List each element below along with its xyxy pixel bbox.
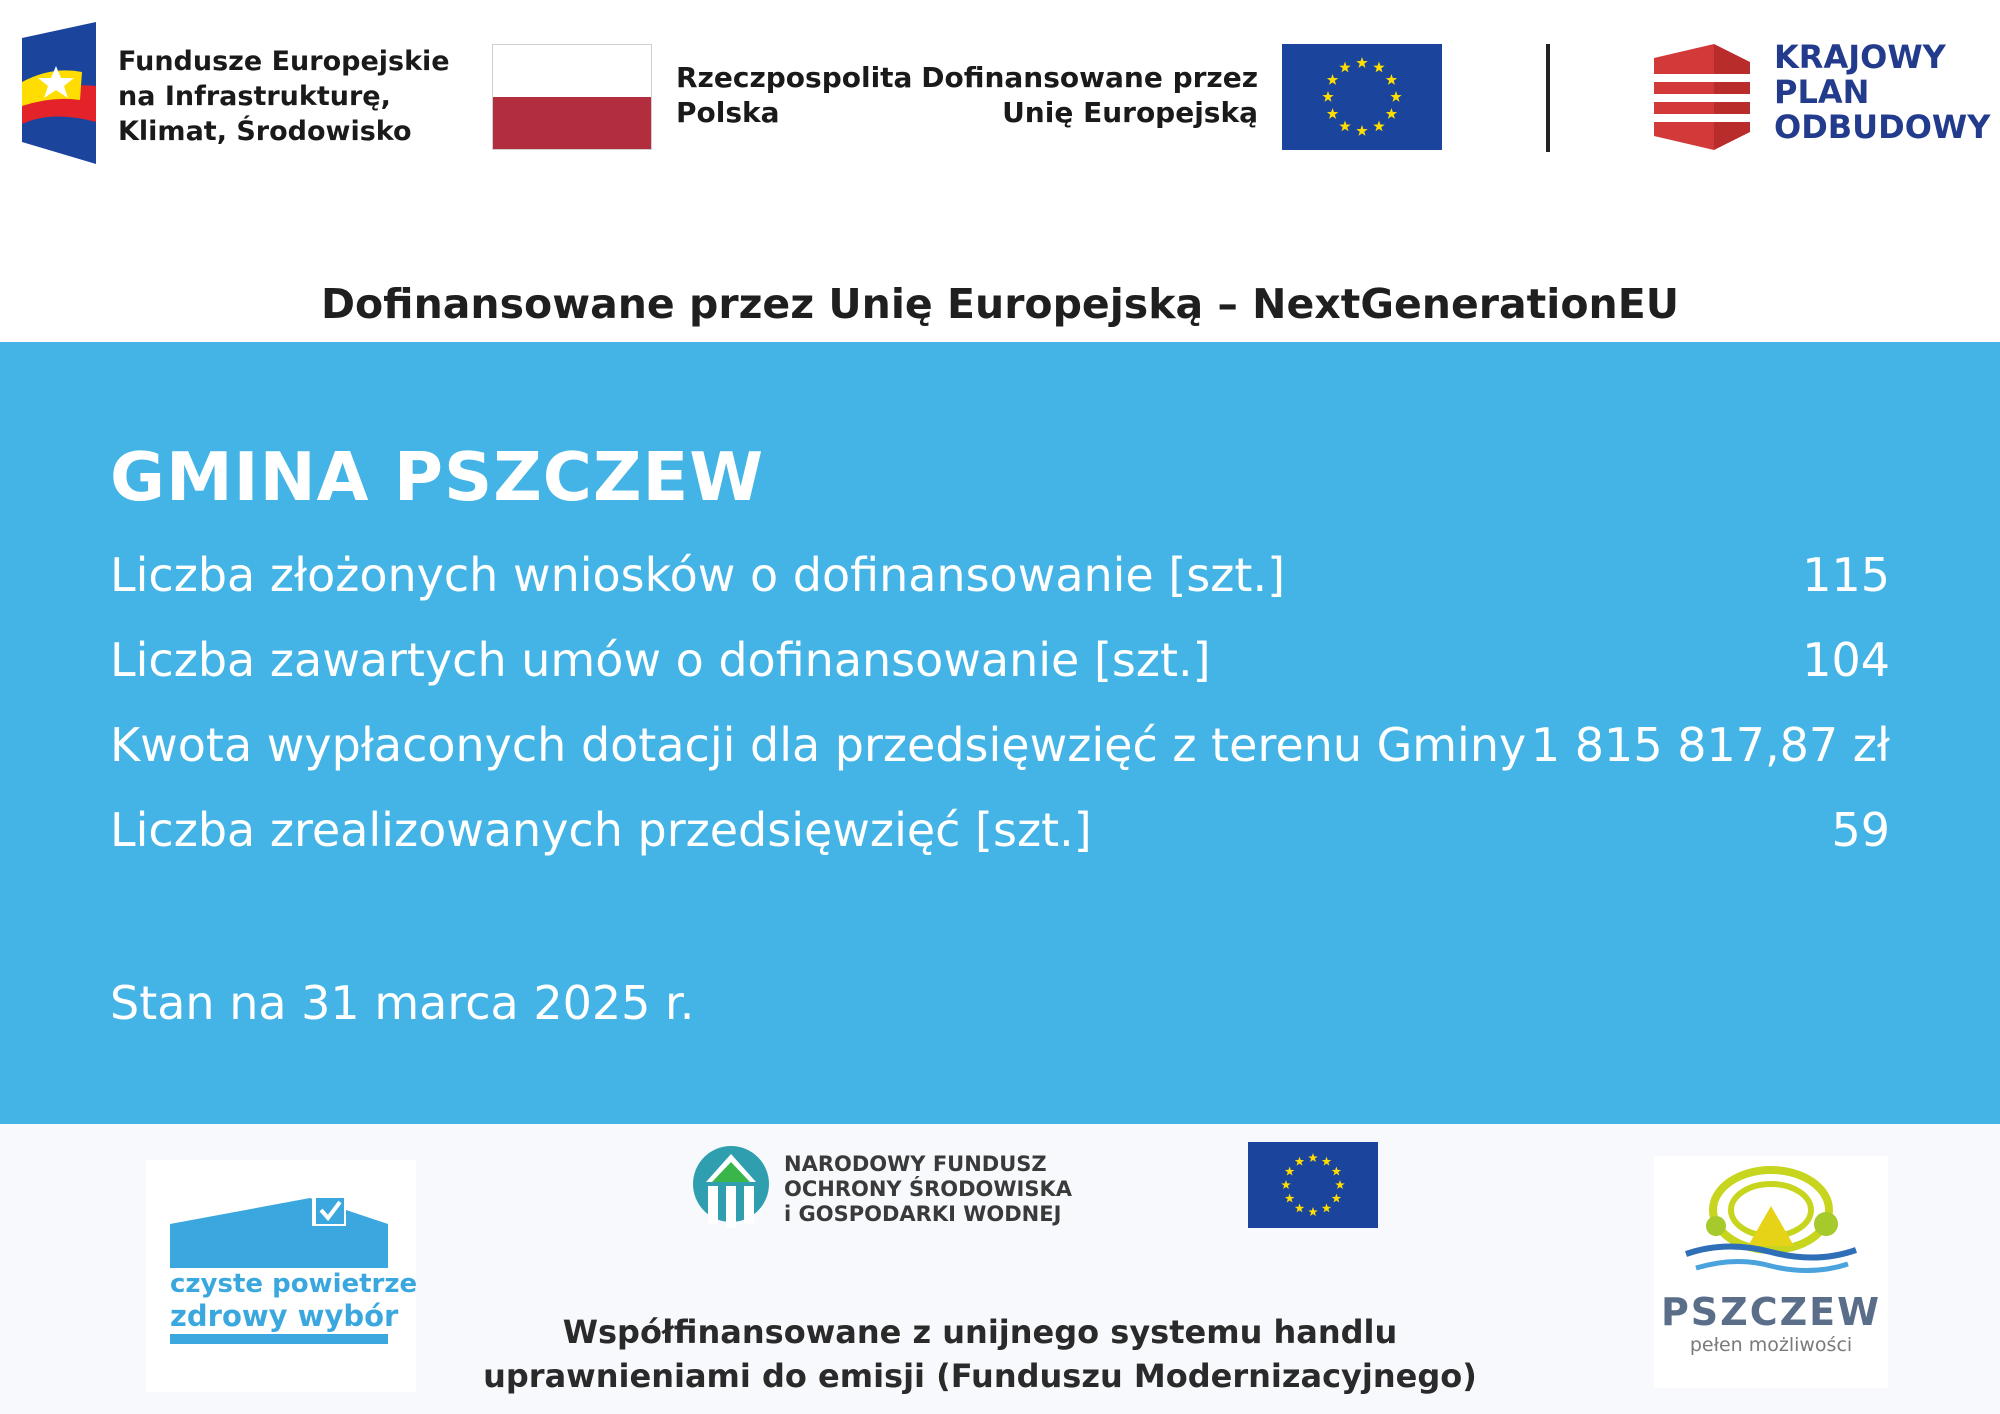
poland-flag-icon: [492, 44, 652, 150]
nextgen-funding-line: Dofinansowane przez Unię Europejską – NextGenerationEU: [320, 280, 1679, 328]
status-date: Stan na 31 marca 2025 r.: [110, 976, 695, 1030]
kpo-logo-text: KRAJOWY PLAN ODBUDOWY: [1774, 38, 1991, 146]
stat-label: Liczba zawartych umów o dofinansowanie [szt.]: [110, 633, 1211, 687]
fe-logo: [22, 22, 96, 164]
stat-value: 59: [1831, 803, 1890, 857]
nfosigw-logo-text: NARODOWY FUNDUSZ OCHRONY ŚRODOWISKA i GOSPODARKI WODNEJ: [784, 1152, 1073, 1226]
stat-value: 115: [1802, 548, 1890, 602]
nfosigw-emblem-icon: [692, 1144, 770, 1228]
kpo-logo-icon: [1654, 44, 1750, 150]
stat-row: [110, 718, 1890, 778]
cp-underline: [170, 1334, 388, 1344]
stat-label: Liczba złożonych wniosków o dofinansowanie [szt.]: [110, 548, 1286, 602]
header-divider: [1546, 44, 1550, 152]
pszczew-emblem-icon: [1676, 1166, 1866, 1284]
stat-value: 1 815 817,87 zł: [1530, 718, 1890, 772]
fe-flag-icon: [22, 22, 96, 164]
house-check-icon: [170, 1196, 388, 1268]
stat-value: 104: [1802, 633, 1890, 687]
stat-row: [110, 633, 1890, 693]
pszczew-logo-slogan: pełen możliwości: [1689, 1334, 1853, 1356]
czyste-powietrze-text: czyste powietrze zdrowy wybór: [170, 1269, 418, 1333]
cofinancing-note: Współfinansowane z unijnego systemu handlu uprawnieniami do emisji (Funduszu Modernizacyjnego): [483, 1313, 1477, 1395]
stat-row: [110, 548, 1890, 608]
eu-flag-icon: [1282, 44, 1442, 150]
fe-logo-text: Fundusze Europejskie na Infrastrukturę, Klimat, Środowisko: [118, 46, 450, 147]
stat-label: Liczba zrealizowanych przedsięwzięć [szt.]: [110, 803, 1092, 857]
ue-logo-text: Dofinansowane przez Unię Europejską: [921, 61, 1258, 129]
pszczew-logo-name: PSZCZEW: [1660, 1290, 1882, 1334]
eu-flag-icon: [1248, 1142, 1378, 1228]
stat-row: [110, 803, 1890, 863]
page-title: GMINA PSZCZEW: [110, 438, 765, 516]
rp-logo-text: Rzeczpospolita Polska: [676, 61, 913, 129]
stat-label: Kwota wypłaconych dotacji dla przedsięwzięć z terenu Gminy: [110, 718, 1527, 772]
